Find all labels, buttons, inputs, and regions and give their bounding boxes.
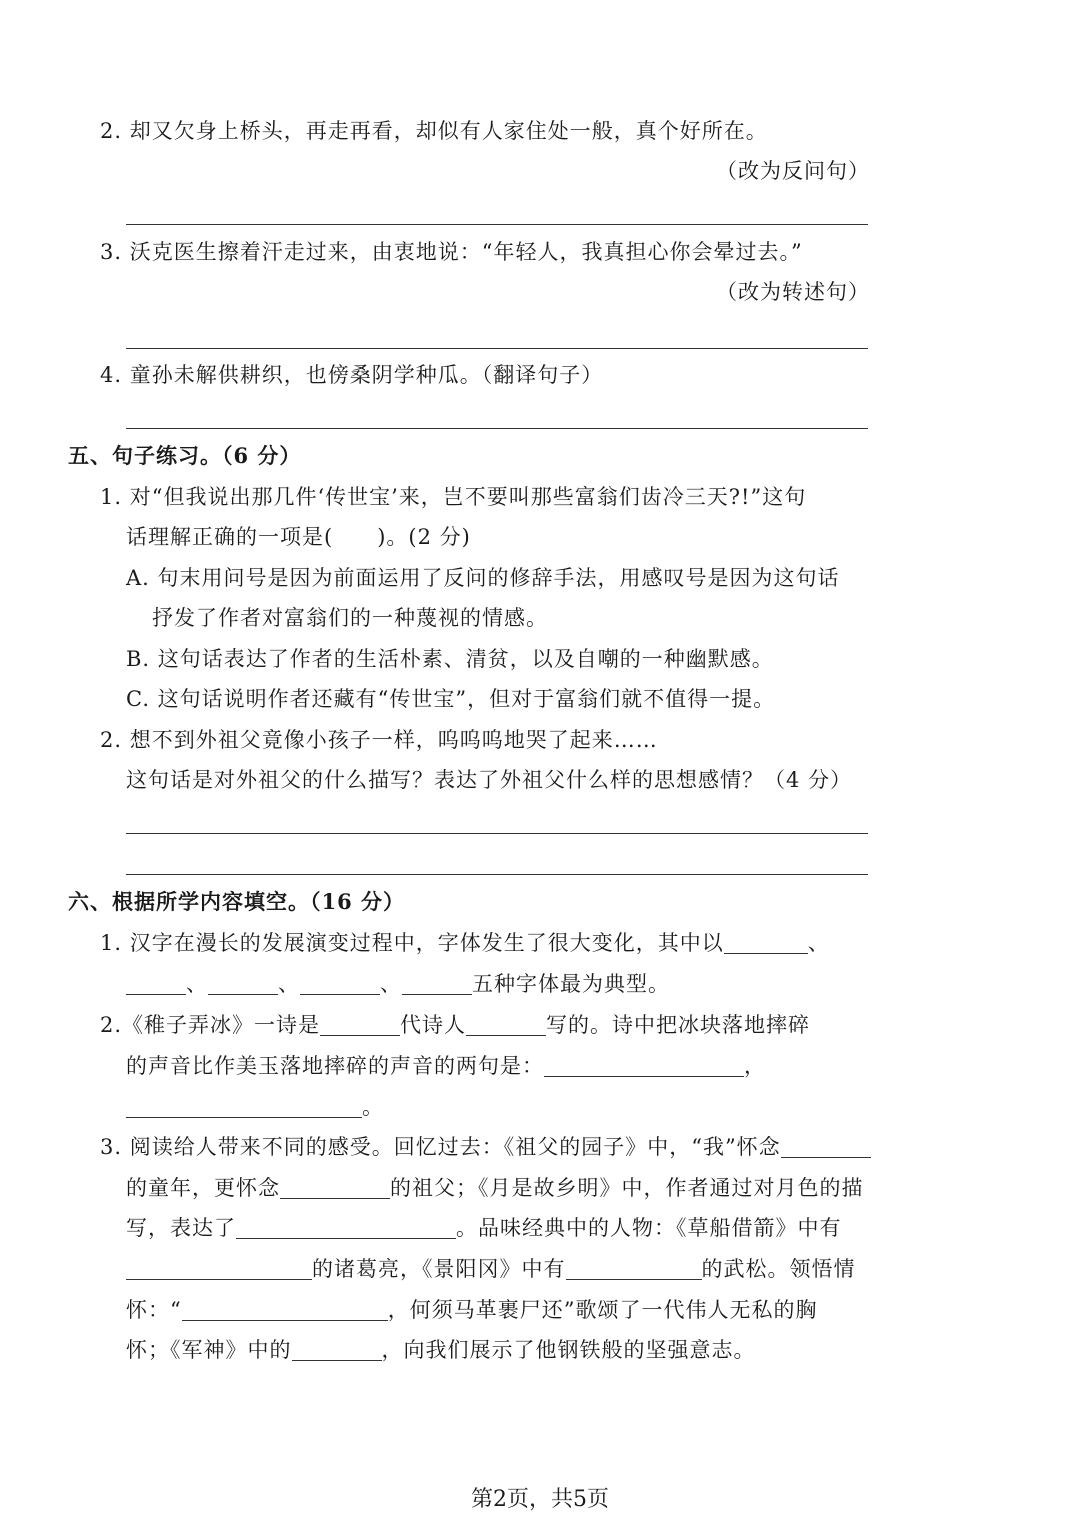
text: 的诸葛亮，《景阳冈》中有 [312,1257,566,1281]
question-4-4: 4. 童孙未解供耕织，也傍桑阴学种瓜。（翻译句子） [100,363,604,387]
text: 、 [380,972,402,996]
fill-blank[interactable] [236,1212,456,1239]
text: 、 [807,931,830,955]
fill-blank[interactable] [402,968,472,995]
section-6-heading: 六、根据所学内容填空。（16 分） [68,889,406,914]
text: 3. 阅读给人带来不同的感受。回忆过去：《祖父的园子》中，“我”怀念 [100,1135,781,1159]
question-6-2-line2 [126,1046,870,1086]
answer-line[interactable] [126,348,868,349]
question-6-1-line1 [100,923,870,963]
fill-blank[interactable] [208,968,278,995]
fill-blank[interactable] [781,1131,871,1158]
fill-blank[interactable] [466,1009,546,1036]
text: 、 [278,972,300,996]
fill-blank[interactable] [320,1009,400,1036]
fill-blank[interactable] [280,1172,390,1199]
answer-line[interactable] [126,874,868,875]
answer-line[interactable] [126,833,868,834]
text: ， [744,1054,766,1078]
text: 1. 汉字在漫长的发展演变过程中，字体发生了很大变化，其中以 [100,931,724,955]
question-6-2-line1 [100,1005,870,1045]
option-c: C. 这句话说明作者还藏有“传世宝”，但对于富翁们就不值得一提。 [126,687,776,711]
question-5-1-line2: 话理解正确的一项是( )。(2 分) [126,525,471,549]
text: 写，表达了 [126,1216,236,1240]
text: 写的。诗中把冰块落地摔碎 [546,1013,811,1037]
question-4-2-instruction: （改为反问句） [716,159,870,183]
option-a-line1: A. 句末用问号是因为前面运用了反问的修辞手法，用感叹号是因为这句话 [126,566,840,590]
answer-line[interactable] [126,428,868,429]
text: 的童年，更怀念 [126,1176,280,1200]
text: 的声音比作美玉落地摔碎的声音的两句是： [126,1054,544,1078]
text: 的祖父；《月是故乡明》中，作者通过对月色的描 [390,1176,864,1200]
text: 怀：“ [126,1298,182,1322]
fill-blank[interactable] [566,1253,702,1280]
text: 2.《稚子弄冰》一诗是 [100,1013,321,1037]
text: 、 [186,972,208,996]
question-5-2-line2: 这句话是对外祖父的什么描写？表达了外祖父什么样的思想感情？（4 分） [126,768,853,792]
section-5-heading: 五、句子练习。（6 分） [68,443,302,468]
fill-blank[interactable] [126,1253,312,1280]
text: 。 [362,1095,384,1119]
fill-blank[interactable] [544,1050,744,1077]
question-5-2-line1: 2. 想不到外祖父竟像小孩子一样，呜呜呜地哭了起来…… [100,728,658,752]
option-b: B. 这句话表达了作者的生活朴素、清贫，以及自嘲的一种幽默感。 [126,647,774,671]
fill-blank[interactable] [126,1091,362,1118]
option-a-line2: 抒发了作者对富翁们的一种蔑视的情感。 [152,606,548,630]
question-4-3: 3. 沃克医生擦着汗走过来，由衷地说：“年轻人，我真担心你会晕过去。” [100,240,803,264]
question-4-2: 2. 却又欠身上桥头，再走再看，却似有人家住处一般，真个好所在。 [100,119,768,143]
fill-blank[interactable] [292,1334,382,1361]
text: 。品味经典中的人物：《草船借箭》中有 [456,1216,842,1240]
page-number: 第2页，共5页 [471,1487,609,1512]
fill-blank[interactable] [724,927,808,954]
text: 代诗人 [400,1013,467,1037]
question-6-3-line1 [100,1127,870,1167]
question-6-1-line2 [126,964,870,1004]
fill-blank[interactable] [182,1294,388,1321]
text: 五种字体最为典型。 [472,972,670,996]
question-6-3-line2 [126,1168,870,1208]
answer-line[interactable] [126,224,868,225]
text: ，向我们展示了他钢铁般的坚强意志。 [381,1338,756,1362]
text: 的武松。领悟情 [701,1257,856,1281]
text: ，何须马革裹尸还”歌颂了一代伟人无私的胸 [387,1298,818,1322]
question-6-3-line4 [126,1249,870,1289]
fill-blank[interactable] [300,968,380,995]
question-6-3-line3 [126,1208,870,1248]
question-4-3-instruction: （改为转述句） [716,280,870,304]
fill-blank[interactable] [126,968,186,995]
question-6-3-line5 [126,1290,870,1330]
question-6-3-line6 [126,1330,870,1370]
question-6-2-line3 [126,1087,870,1127]
text: 怀；《军神》中的 [126,1338,292,1362]
question-5-1-line1: 1. 对“但我说出那几件‘传世宝’来，岂不要叫那些富翁们齿冷三天?!”这句 [100,485,807,509]
